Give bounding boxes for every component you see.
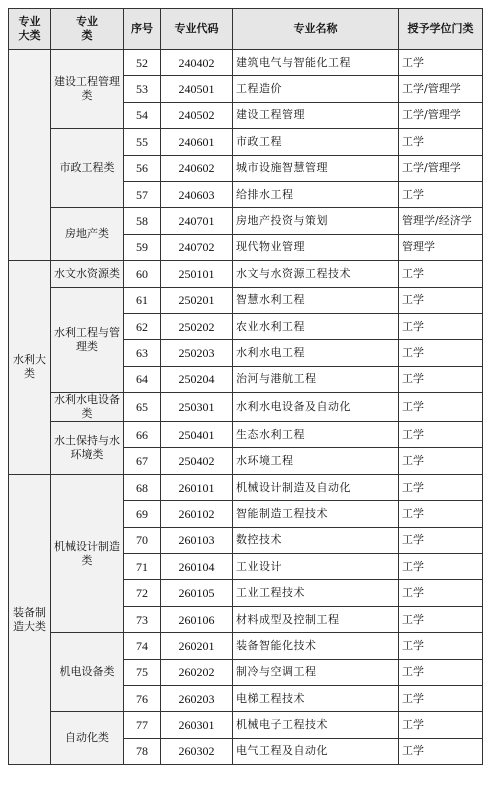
table-row xyxy=(9,261,483,287)
category-cell: 装备制造大类 xyxy=(9,474,51,764)
name-cell: 工业工程技术 xyxy=(233,580,399,606)
name-cell: 生态水利工程 xyxy=(233,422,399,448)
degree-cell: 工学 xyxy=(399,606,483,632)
code-cell: 240402 xyxy=(161,50,233,76)
degree-cell: 工学 xyxy=(399,659,483,685)
subcategory-cell: 自动化类 xyxy=(51,712,124,765)
majors-table xyxy=(8,8,483,765)
subcategory-cell: 水文水资源类 xyxy=(51,261,124,287)
seq-cell: 63 xyxy=(124,340,161,366)
subcategory-cell: 建设工程管理类 xyxy=(51,50,124,129)
name-cell: 治河与港航工程 xyxy=(233,366,399,392)
table-row xyxy=(9,712,483,738)
name-cell: 水利水电设备及自动化 xyxy=(233,393,399,422)
seq-cell: 71 xyxy=(124,554,161,580)
degree-cell: 工学/管理学 xyxy=(399,76,483,102)
seq-cell: 62 xyxy=(124,313,161,339)
subcategory-cell: 水利工程与管理类 xyxy=(51,287,124,393)
code-cell: 240603 xyxy=(161,181,233,207)
name-cell: 智慧水利工程 xyxy=(233,287,399,313)
degree-cell: 工学 xyxy=(399,50,483,76)
seq-cell: 65 xyxy=(124,393,161,422)
subcategory-cell: 水土保持与水环境类 xyxy=(51,422,124,475)
degree-cell: 工学 xyxy=(399,129,483,155)
code-cell: 260101 xyxy=(161,474,233,500)
subcategory-cell: 房地产类 xyxy=(51,208,124,261)
seq-cell: 69 xyxy=(124,501,161,527)
degree-cell: 工学 xyxy=(399,422,483,448)
subcategory-cell: 市政工程类 xyxy=(51,129,124,208)
degree-cell: 工学 xyxy=(399,340,483,366)
table-row xyxy=(9,50,483,76)
seq-cell: 78 xyxy=(124,738,161,764)
degree-cell: 工学 xyxy=(399,181,483,207)
code-cell: 260203 xyxy=(161,685,233,711)
name-cell: 机械电子工程技术 xyxy=(233,712,399,738)
name-cell: 装备智能化技术 xyxy=(233,633,399,659)
seq-cell: 55 xyxy=(124,129,161,155)
seq-cell: 75 xyxy=(124,659,161,685)
seq-cell: 52 xyxy=(124,50,161,76)
degree-cell: 工学 xyxy=(399,633,483,659)
seq-cell: 66 xyxy=(124,422,161,448)
degree-cell: 工学 xyxy=(399,685,483,711)
header-seq: 序号 xyxy=(124,9,161,50)
degree-cell: 工学/管理学 xyxy=(399,102,483,128)
degree-cell: 工学 xyxy=(399,554,483,580)
seq-cell: 61 xyxy=(124,287,161,313)
code-cell: 250202 xyxy=(161,313,233,339)
code-cell: 250203 xyxy=(161,340,233,366)
table-row xyxy=(9,633,483,659)
seq-cell: 58 xyxy=(124,208,161,234)
code-cell: 240602 xyxy=(161,155,233,181)
seq-cell: 67 xyxy=(124,448,161,474)
degree-cell: 工学 xyxy=(399,313,483,339)
degree-cell: 工学 xyxy=(399,393,483,422)
seq-cell: 59 xyxy=(124,234,161,260)
table-row xyxy=(9,287,483,313)
degree-cell: 工学 xyxy=(399,287,483,313)
name-cell: 建筑电气与智能化工程 xyxy=(233,50,399,76)
seq-cell: 72 xyxy=(124,580,161,606)
category-cell xyxy=(9,50,51,261)
name-cell: 材料成型及控制工程 xyxy=(233,606,399,632)
subcategory-cell: 水利水电设备类 xyxy=(51,393,124,422)
degree-cell: 工学/管理学 xyxy=(399,155,483,181)
seq-cell: 68 xyxy=(124,474,161,500)
table-header xyxy=(9,9,483,50)
table-row xyxy=(9,129,483,155)
name-cell: 工程造价 xyxy=(233,76,399,102)
degree-cell: 工学 xyxy=(399,501,483,527)
code-cell: 260201 xyxy=(161,633,233,659)
seq-cell: 57 xyxy=(124,181,161,207)
code-cell: 250401 xyxy=(161,422,233,448)
seq-cell: 73 xyxy=(124,606,161,632)
code-cell: 240501 xyxy=(161,76,233,102)
degree-cell: 工学 xyxy=(399,474,483,500)
code-cell: 250402 xyxy=(161,448,233,474)
code-cell: 260302 xyxy=(161,738,233,764)
code-cell: 260301 xyxy=(161,712,233,738)
name-cell: 水环境工程 xyxy=(233,448,399,474)
code-cell: 260102 xyxy=(161,501,233,527)
seq-cell: 77 xyxy=(124,712,161,738)
name-cell: 水文与水资源工程技术 xyxy=(233,261,399,287)
subcategory-cell: 机电设备类 xyxy=(51,633,124,712)
name-cell: 电梯工程技术 xyxy=(233,685,399,711)
seq-cell: 76 xyxy=(124,685,161,711)
name-cell: 给排水工程 xyxy=(233,181,399,207)
header-degree: 授予学位门类 xyxy=(399,9,483,50)
name-cell: 农业水利工程 xyxy=(233,313,399,339)
header-name: 专业名称 xyxy=(233,9,399,50)
seq-cell: 60 xyxy=(124,261,161,287)
code-cell: 260106 xyxy=(161,606,233,632)
name-cell: 数控技术 xyxy=(233,527,399,553)
code-cell: 250101 xyxy=(161,261,233,287)
code-cell: 250301 xyxy=(161,393,233,422)
seq-cell: 54 xyxy=(124,102,161,128)
degree-cell: 管理学 xyxy=(399,234,483,260)
degree-cell: 工学 xyxy=(399,527,483,553)
name-cell: 制冷与空调工程 xyxy=(233,659,399,685)
seq-cell: 53 xyxy=(124,76,161,102)
name-cell: 房地产投资与策划 xyxy=(233,208,399,234)
header-code: 专业代码 xyxy=(161,9,233,50)
code-cell: 240502 xyxy=(161,102,233,128)
degree-cell: 工学 xyxy=(399,448,483,474)
name-cell: 市政工程 xyxy=(233,129,399,155)
table-row xyxy=(9,208,483,234)
code-cell: 260104 xyxy=(161,554,233,580)
name-cell: 机械设计制造及自动化 xyxy=(233,474,399,500)
subcategory-cell: 机械设计制造类 xyxy=(51,474,124,632)
code-cell: 260202 xyxy=(161,659,233,685)
degree-cell: 工学 xyxy=(399,738,483,764)
table-row xyxy=(9,422,483,448)
table-row xyxy=(9,474,483,500)
header-subcategory: 专业 类 xyxy=(51,9,124,50)
degree-cell: 管理学/经济学 xyxy=(399,208,483,234)
seq-cell: 56 xyxy=(124,155,161,181)
seq-cell: 74 xyxy=(124,633,161,659)
code-cell: 240701 xyxy=(161,208,233,234)
degree-cell: 工学 xyxy=(399,366,483,392)
header-category: 专业 大类 xyxy=(9,9,51,50)
degree-cell: 工学 xyxy=(399,580,483,606)
code-cell: 240702 xyxy=(161,234,233,260)
category-cell: 水利大类 xyxy=(9,261,51,475)
seq-cell: 70 xyxy=(124,527,161,553)
degree-cell: 工学 xyxy=(399,712,483,738)
table-row xyxy=(9,393,483,422)
seq-cell: 64 xyxy=(124,366,161,392)
code-cell: 250201 xyxy=(161,287,233,313)
name-cell: 工业设计 xyxy=(233,554,399,580)
name-cell: 现代物业管理 xyxy=(233,234,399,260)
degree-cell: 工学 xyxy=(399,261,483,287)
name-cell: 电气工程及自动化 xyxy=(233,738,399,764)
name-cell: 建设工程管理 xyxy=(233,102,399,128)
code-cell: 250204 xyxy=(161,366,233,392)
code-cell: 260103 xyxy=(161,527,233,553)
table-body xyxy=(9,50,483,765)
code-cell: 260105 xyxy=(161,580,233,606)
name-cell: 城市设施智慧管理 xyxy=(233,155,399,181)
name-cell: 水利水电工程 xyxy=(233,340,399,366)
name-cell: 智能制造工程技术 xyxy=(233,501,399,527)
code-cell: 240601 xyxy=(161,129,233,155)
